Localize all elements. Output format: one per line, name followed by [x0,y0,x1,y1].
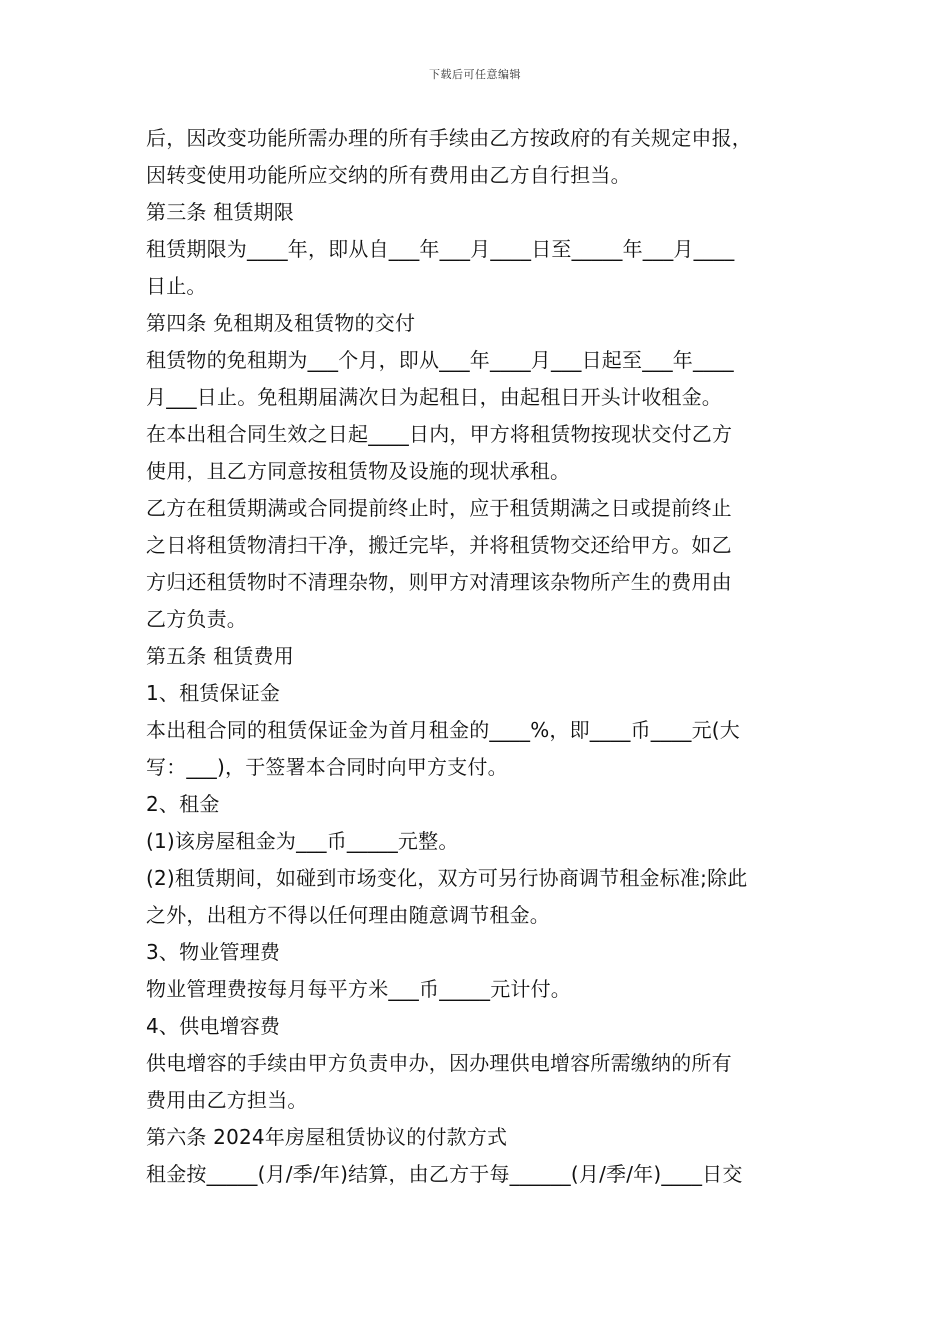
section-heading: 第五条 租赁费用 [146,644,294,668]
text-line: 供电增容的手续由甲方负责申办，因办理供电增容所需缴纳的所有 [146,1051,732,1075]
text-line: 日止。 [146,274,207,298]
page-header: 下载后可任意编辑 [429,68,521,81]
text-line: 月___日止。免租期届满次日为起租日，由起租日开头计收租金。 [146,385,722,409]
text-line: 物业管理费按每月每平方米___币_____元计付。 [146,977,571,1001]
text-line: 乙方负责。 [146,607,247,631]
text-line: 费用由乙方担当。 [146,1088,308,1112]
text-line: (1)该房屋租金为___币_____元整。 [146,829,459,853]
section-heading: 第四条 免租期及租赁物的交付 [146,311,416,335]
text-line: 乙方在租赁期满或合同提前终止时，应于租赁期满之日或提前终止 [146,496,732,520]
text-line: 方归还租赁物时不清理杂物，则甲方对清理该杂物所产生的费用由 [146,570,732,594]
text-line: 本出租合同的租赁保证金为首月租金的____%，即____币____元(大 [146,718,741,742]
section-heading: 第三条 租赁期限 [146,200,294,224]
subsection-heading: 3、物业管理费 [146,940,281,964]
subsection-heading: 4、供电增容费 [146,1014,281,1038]
text-line: 使用，且乙方同意按租赁物及设施的现状承租。 [146,459,571,483]
text-line: 租金按_____(月/季/年)结算，由乙方于每______(月/季/年)____日交 [146,1162,743,1186]
text-line: 之外，出租方不得以任何理由随意调节租金。 [146,903,550,927]
document-body [146,120,826,1193]
text-line: 写：___)，于签署本合同时向甲方支付。 [146,755,508,779]
section-heading: 第六条 2024年房屋租赁协议的付款方式 [146,1125,508,1149]
text-line: 在本出租合同生效之日起____日内，甲方将租赁物按现状交付乙方 [146,422,733,446]
text-line: 后，因改变功能所需办理的所有手续由乙方按政府的有关规定申报， [146,126,752,150]
text-line: 租赁物的免租期为___个月，即从___年____月___日起至___年____ [146,348,734,372]
text-line: (2)租赁期间，如碰到市场变化，双方可另行协商调节租金标准;除此 [146,866,748,890]
text-line: 因转变使用功能所应交纳的所有费用由乙方自行担当。 [146,163,631,187]
text-line: 之日将租赁物清扫干净，搬迁完毕，并将租赁物交还给甲方。如乙 [146,533,732,557]
text-line: 租赁期限为____年，即从自___年___月____日至_____年___月____ [146,237,735,261]
subsection-heading: 1、租赁保证金 [146,681,281,705]
subsection-heading: 2、租金 [146,792,220,816]
